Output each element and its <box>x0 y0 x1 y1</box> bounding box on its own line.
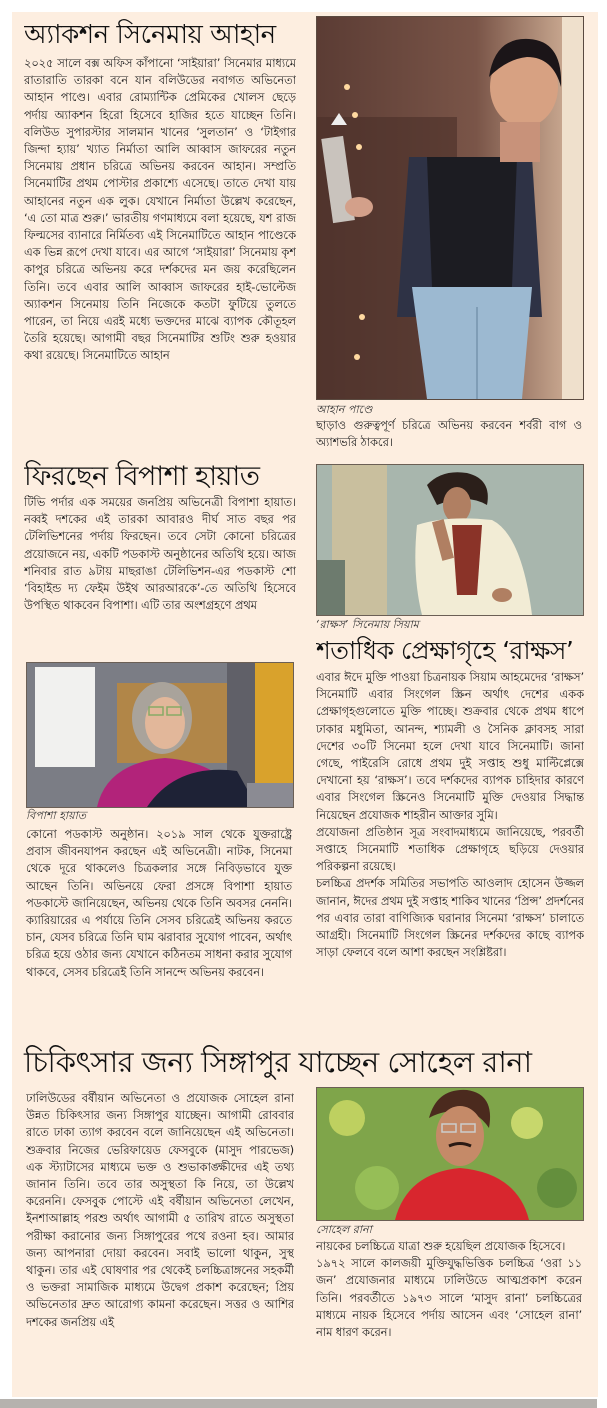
body-rakkhosh-part2: প্রযোজনা প্রতিষ্ঠান সূত্র সংবাদমাধ্যমে জানিয়েছে, পরবর্তী সপ্তাহে সিনেমাটি শতাধিক প্রেক্ষাগৃহে ছড়িয়ে দেওয়ার পরিকল্পনা রয়েছে। <box>316 824 584 874</box>
article-sohel-rana-continued <box>316 1238 582 1388</box>
article-bipasha <box>24 460 296 656</box>
article-rakkhosh <box>316 634 584 1038</box>
caption-siam: ‘রাক্ষস’ সিনেমায় সিয়াম <box>316 618 419 631</box>
caption-sohel-rana: সোহেল রানা <box>316 1223 372 1236</box>
body-sohel-part3: ১৯৭২ সালে কালজয়ী মুক্তিযুদ্ধভিত্তিক চলচ্চিত্র ‘ওরা ১১ জন’ প্রযোজনার মাধ্যমে ঢালিউডে আত্মপ্রকাশ করেন তিনি। পরবর্তীতে ১৯৭৩ সালে ‘মাসুদ রানা’ চলচ্চিত্রের মাধ্যমে নায়ক হিসেবে পর্দায় আসেন এবং ‘সোহেল রানা’ নাম ধারণ করেন। <box>316 1256 582 1340</box>
headline-rakkhosh: শতাধিক প্রেক্ষাগৃহে ‘রাক্ষস’ <box>316 636 574 665</box>
caption-ahan: আহান পাণ্ডে <box>316 403 373 416</box>
photo-siam-rakkhosh <box>316 464 584 616</box>
article-sohel-rana <box>26 1090 294 1390</box>
article-ahan <box>24 18 296 450</box>
bottom-divider-bar <box>0 1399 597 1408</box>
body-bipasha-part2: কোনো পডকাস্ট অনুষ্ঠান। ২০১৯ সাল থেকে যুক্তরাষ্ট্রে প্রবাস জীবনযাপন করছেন এই অভিনেত্রী। নাটক, সিনেমা থেকে দূরে থাকলেও চিত্রকলার সঙ্গে নিবিড়ভাবে যুক্ত আছেন তিনি। অভিনয়ে ফেরা প্রসঙ্গে বিপাশা হায়াত পডকাস্টে জানিয়েছেন, অভিনয় থেকে তিনি অবসর নেননি। ক্যারিয়ারের এ পর্যায়ে তিনি সেসব চরিত্রেই অভিনয় করতে চান, যেসব চরিত্রে তিনি ঘাম ঝরাবার সুযোগ পাবেন, অর্থাৎ চরিত্র হয়ে ওঠার জন্য যেখানে কঠিনতম সাধনা করার সুযোগ থাকবে, সেসব চরিত্রেই তিনি সানন্দে অভিনয় করবেন। <box>26 827 292 979</box>
body-ahan-part1: ২০২৫ সালে বক্স অফিস কাঁপানো ‘সাইয়ারা’ সিনেমার মাধ্যমে রাতারাতি তারকা বনে যান বলিউডের নবাগত অভিনেতা আহান পাণ্ডে। এবার রোম্যান্টিক প্রেমিকের খোলস ছেড়ে পর্দায় অ্যাকশন হিরো হিসেবে হাজির হতে যাচ্ছেন তিনি। বলিউড সুপারস্টার সালমান খানের ‘সুলতান’ ও ‘টাইগার জিন্দা হ্যায়’ খ্যাত নির্মাতা আলি আব্বাস জাফরের নতুন সিনেমায় প্রধান চরিত্রে অভিনয় করবেন আহান। সম্প্রতি সিনেমাটির প্রথম পোস্টার প্রকাশ্যে এসেছে। তাতে দেখা যায় আহানের নতুন এক লুক। যেখানে নির্মাতা উল্লেখ করেছেন, ‘এ তো মাত্র শুরু।’ ভারতীয় গণমাধ্যমে বলা হয়েছে, যশ রাজ ফিল্মসের ব্যানারে নির্মিতব্য এই সিনেমাটিতে আহান পাণ্ডেকে এক ভিন্ন রূপে দেখা যাবে। এর আগে ‘সাইয়ারা’ সিনেমায় কৃশ কাপুর চরিত্রে অভিনয় করে দর্শকদের মন জয় করেছিলেন তিনি। তবে এবার আলি আব্বাস জাফরের হাই-ভোল্টেজ অ্যাকশন সিনেমায় তিনি নিজেকে কতটা ফুটিয়ে তুলতে পারেন, তা নিয়ে এরই মধ্যে ভক্তদের মাঝে ব্যাপক কৌতূহল তৈরি হয়েছে। আগামী বছর সিনেমাটির শুটিং শুরু হওয়ার কথা রয়েছে। সিনেমাটিতে আহান <box>24 56 296 363</box>
photo-ahan-pandey <box>316 16 584 400</box>
headline-bipasha: ফিরছেন বিপাশা হায়াত <box>24 461 260 492</box>
body-sohel-part1: ঢালিউডের বর্ষীয়ান অভিনেতা ও প্রযোজক সোহেল রানা উন্নত চিকিৎসার জন্য সিঙ্গাপুর যাচ্ছেন। আগামী রোববার রাতে ঢাকা ত্যাগ করবেন বলে জানিয়েছেন এই অভিনেতা। শুক্রবার নিজের ভেরিফায়েড ফেসবুকে (মাসুদ পারভেজ) এক স্ট্যাটাসের মাধ্যমে ভক্ত ও শুভাকাঙ্ক্ষীদের এই তথ্য জানান তিনি। তবে তার অসুস্থতা কি নিয়ে, তা উল্লেখ করেননি। ফেসবুক পোস্টে এই বর্ষীয়ান অভিনেতা লেখেন, ইনশাআল্লাহ পরশু অর্থাৎ আগামী ৫ তারিখ রাতে অসুস্থতা পরীক্ষা করানোর জন্য সিঙ্গাপুরের পথে রওনা হব। আমার জন্য আপনারা দোয়া করবেন। সবাই ভালো থাকুন, সুস্থ থাকুন। তার এই ঘোষণার পর থেকেই চলচ্চিত্রাঙ্গনের সহকর্মী ও ভক্তরা সামাজিক মাধ্যমে উদ্বেগ প্রকাশ করেছেন; প্রিয় অভিনেতার দ্রুত আরোগ্য কামনা করেছেন। সত্তর ও আশির দশকের জনপ্রিয় এই <box>26 1091 294 1329</box>
body-rakkhosh-part1: এবার ঈদে মুক্তি পাওয়া চিত্রনায়ক সিয়াম আহমেদের ‘রাক্ষস’ সিনেমাটি এবার সিংগেল স্ক্রিন অর্থাৎ দেশের একক প্রেক্ষাগৃহগুলোতে মুক্তি পাচ্ছে। শুক্রবার থেকে প্রথম ধাপে ঢাকার মধুমিতা, আনন্দ, শ্যামলী ও সৈনিক ক্লাবসহ সারা দেশের ৩০টি সিনেমা হলে দেখা যাবে সিনেমাটি। জানা গেছে, পাইরেসি রোধে প্রথম দুই সপ্তাহ শুধু মাল্টিপ্লেক্সে দেখানো হয় ‘রাক্ষস’। তবে দর্শকদের ব্যাপক চাহিদার কারণে এবার সিংগেল স্ক্রিনেও সিনেমাটি মুক্তি দেওয়ার সিদ্ধান্ত নিয়েছেন প্রযোজক শাহরীন আক্তার সুমি। <box>316 670 584 822</box>
body-ahan-part2: ছাড়াও গুরুত্বপূর্ণ চরিত্রে অভিনয় করবেন শর্বরী বাগ ও অ্যাশভরি ঠাকরে। <box>316 418 582 450</box>
caption-bipasha: বিপাশা হায়াত <box>26 809 87 822</box>
headline-ahan: অ্যাকশন সিনেমায় আহান <box>24 20 276 50</box>
body-bipasha-part1: টিভি পর্দার এক সময়ের জনপ্রিয় অভিনেত্রী বিপাশা হায়াত। নব্বই দশকের এই তারকা আবারও দীর্ঘ সাত বছর পর টেলিভিশনের পর্দায় ফিরছেন। তবে সেটা কোনো চরিত্রের প্রয়োজনে নয়, একটি পডকাস্ট অনুষ্ঠানের অতিথি হয়ে। আজ শনিবার রাত ৯টায় মাছরাঙা টেলিভিশন-এর পডকাস্ট শো ‘বিহাইন্ড দ্য ফেইম উইথ আরআরকে’-তে অতিথি হিসেবে উপস্থিত থাকবেন বিপাশা। এটি তার অংশগ্রহণে প্রথম <box>24 495 296 613</box>
photo-bipasha-hayat <box>26 662 294 808</box>
body-rakkhosh-part3: চলচ্চিত্র প্রদর্শক সমিতির সভাপতি আওলাদ হোসেন উজ্জল জানান, ঈদের প্রথম দুই সপ্তাহ শাকিব খানের ‘প্রিন্স’ প্রদর্শনের পর এবার তারা বাণিজ্যিক ঘরানার সিনেমা ‘রাক্ষস’ চালাতে আগ্রহী। সিনেমাটি সিংগেল স্ক্রিনের দর্শকদের কাছে ব্যাপক সাড়া ফেলবে বলে আশা করছেন সংশ্লিষ্টরা। <box>316 876 584 960</box>
headline-sohel-rana: চিকিৎসার জন্য সিঙ্গাপুর যাচ্ছেন সোহেল রানা <box>24 1045 532 1079</box>
body-sohel-part2: নায়কের চলচ্চিত্রে যাত্রা শুরু হয়েছিল প্রযোজক হিসেবে। <box>316 1239 566 1253</box>
photo-sohel-rana <box>316 1087 584 1221</box>
